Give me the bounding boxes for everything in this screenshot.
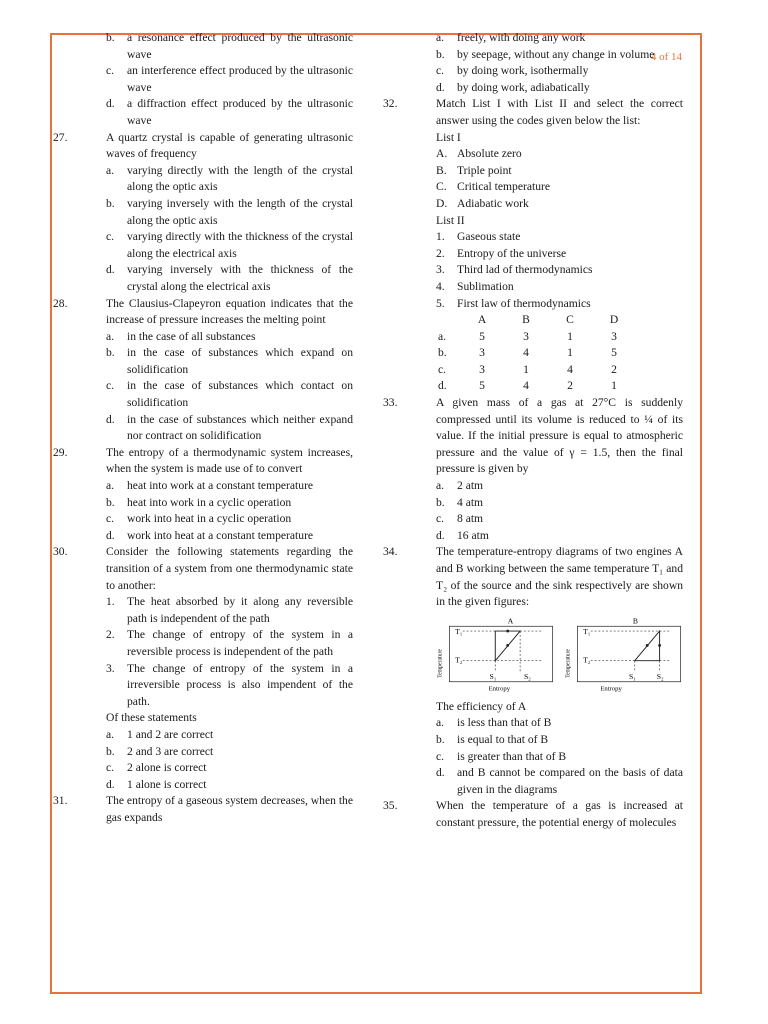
item-number: 4. (436, 279, 445, 293)
question-number: 30. (53, 545, 68, 559)
option (106, 412, 353, 445)
option-letter: b. (436, 495, 445, 509)
option-letter: b. (436, 47, 445, 61)
codes-cell: 3 (611, 329, 617, 343)
item-letter: A. (436, 147, 448, 161)
item-number: 5. (436, 296, 445, 310)
option (106, 229, 353, 262)
question-number: 33. (383, 396, 398, 410)
statement-number: 3. (106, 661, 115, 675)
s1-label: S₁ (628, 671, 636, 681)
question-stem: The entropy of a gaseous system decreases, when the gas expands (106, 794, 353, 824)
option (106, 760, 353, 777)
option (436, 749, 683, 766)
option-letter: a. (106, 163, 115, 177)
list-2-title: List II (436, 213, 465, 227)
statement-text: The heat absorbed by it along any reversible path is independent of the path (127, 595, 353, 625)
codes-header-cell: D (609, 313, 619, 327)
list-2-item (436, 279, 683, 296)
item-text: Sublimation (457, 279, 514, 293)
t1-label: T₁ (582, 626, 590, 636)
item-letter: D. (436, 196, 448, 210)
s2-label: S₂ (656, 671, 664, 681)
option-text: varying inversely with the length of the crystal along the optic axis (127, 196, 353, 227)
codes-row (438, 378, 636, 395)
option (106, 30, 353, 63)
option-letter: a. (106, 329, 115, 343)
item-text: Absolute zero (457, 147, 522, 161)
option-text: heat into work at a constant temperature (127, 479, 314, 493)
question-31-continued (383, 30, 683, 96)
statement-number: 1. (106, 595, 115, 609)
question-stem: A given mass of a gas at 27°C is suddenly compressed until its volume is reduced to ¼ of its value. If the initial pressure is equal to atmospheric pressure and the value of γ = 1.5, then the final pressure is given by (436, 396, 683, 476)
option-text: 2 and 3 are correct (127, 744, 214, 758)
option-text: work into heat at a constant temperature (127, 528, 314, 542)
option (106, 329, 353, 346)
codes-header-cell: A (477, 313, 487, 327)
option-letter: d. (106, 412, 115, 426)
t2-label: T₂ (582, 655, 590, 665)
codes-cell: 1 (567, 346, 573, 360)
option-letter: a. (106, 727, 115, 741)
option-text: and B cannot be compared on the basis of data given in the diagrams (457, 766, 683, 796)
question-32 (383, 96, 683, 395)
option (436, 511, 683, 528)
option-letter: d. (106, 97, 115, 111)
option-letter: d. (106, 263, 115, 277)
right-column (383, 30, 683, 832)
question-stem: The temperature-entropy diagrams of two engines A and B working between the same temperature T₁ and T₂ of the source and the sink respectively are shown in the given figures: (436, 545, 683, 609)
item-text: Triple point (457, 163, 512, 177)
option-letter: c. (106, 512, 115, 526)
option-text: 8 atm (457, 512, 484, 526)
option-text: in the case of substances which expand on solidification (127, 346, 353, 376)
list-1-item (436, 146, 683, 163)
codes-cell: 5 (611, 346, 617, 360)
codes-header-cell: B (522, 313, 530, 327)
codes-cell: 5 (479, 329, 485, 343)
question-lead: The efficiency of A (436, 699, 527, 713)
option-text: by seepage, without any change in volume (457, 47, 655, 61)
option (106, 744, 353, 761)
option-text: is greater than that of B (457, 749, 567, 763)
list-2-item (436, 229, 683, 246)
option-text: in the case of substances which neither expand nor contract on solidification (127, 412, 353, 443)
option (436, 715, 683, 732)
option (106, 96, 353, 129)
question-26-continued (53, 30, 353, 130)
option-text: in the case of all substances (127, 329, 256, 343)
list-2-item (436, 296, 683, 313)
codes-header-cell (438, 312, 460, 329)
question-34 (383, 544, 683, 798)
option (106, 528, 353, 545)
option-text: an interference effect produced by the ultrasonic wave (127, 64, 353, 94)
option-text: is less than that of B (457, 716, 552, 730)
option (106, 478, 353, 495)
codes-row (438, 362, 636, 379)
option (106, 495, 353, 512)
option-letter: a. (436, 716, 445, 730)
option (436, 80, 683, 97)
option-text: work into heat in a cyclic operation (127, 512, 292, 526)
option-text: by doing work, adiabatically (457, 80, 590, 94)
s1-label: S₁ (489, 671, 497, 681)
s2-label: S₂ (523, 671, 531, 681)
option-text: by doing work, isothermally (457, 64, 589, 78)
option (106, 63, 353, 96)
item-number: 2. (436, 246, 445, 260)
question-30 (53, 544, 353, 793)
codes-cell: 2 (611, 362, 617, 376)
question-27 (53, 130, 353, 296)
option-letter: a. (436, 479, 445, 493)
option-text: 2 alone is correct (127, 761, 207, 775)
option-text: 1 alone is correct (127, 777, 207, 791)
statement (106, 661, 353, 711)
question-stem: When the temperature of a gas is increased at constant pressure, the potential energy of molecules (436, 799, 683, 829)
codes-cell: b. (438, 346, 447, 360)
option-letter: c. (106, 64, 115, 78)
codes-row (438, 345, 636, 362)
codes-cell: 5 (479, 379, 485, 393)
option-letter: d. (106, 777, 115, 791)
list-1-title: List I (436, 130, 461, 144)
cycle-point (506, 644, 509, 647)
question-stem: The entropy of a thermodynamic system increases, when the system is made use of to convert (106, 445, 353, 476)
item-text: Third lad of thermodynamics (457, 263, 593, 277)
y-axis-label: Temperature (565, 648, 572, 678)
option-text: varying inversely with the thickness of the crystal along the electrical axis (127, 263, 353, 293)
question-number: 34. (383, 545, 398, 559)
option-letter: b. (436, 732, 445, 746)
option (106, 727, 353, 744)
item-text: First law of thermodynamics (457, 296, 591, 310)
option (106, 511, 353, 528)
question-29 (53, 445, 353, 545)
question-stem: Consider the following statements regarding the transition of a system from one thermodynamic state to another: (106, 545, 353, 592)
option (106, 345, 353, 378)
option (106, 262, 353, 295)
diagram-title: B (632, 616, 638, 626)
option-text: a diffraction effect produced by the ultrasonic wave (127, 97, 353, 127)
ts-diagram-a (436, 613, 556, 695)
option-letter: d. (106, 528, 115, 542)
option (436, 528, 683, 545)
t1-label: T₁ (455, 626, 463, 636)
option (106, 378, 353, 411)
codes-cell: 1 (567, 329, 573, 343)
option (436, 765, 683, 798)
codes-header-cell: C (566, 313, 574, 327)
codes-cell: 3 (479, 346, 485, 360)
question-number: 35. (383, 799, 398, 813)
option (436, 732, 683, 749)
statement-number: 2. (106, 628, 115, 642)
option-letter: c. (106, 379, 115, 393)
codes-cell: 3 (479, 362, 485, 376)
option-letter: c. (106, 230, 115, 244)
statement-text: The change of entropy of the system in a irreversible process is also impendent of the path. (127, 661, 353, 708)
item-text: Critical temperature (457, 180, 551, 194)
option (436, 478, 683, 495)
option-letter: d. (436, 766, 445, 780)
codes-cell: 4 (523, 346, 529, 360)
option (106, 196, 353, 229)
option-text: varying directly with the length of the crystal along the optic axis (127, 163, 353, 194)
question-stem: Match List I with List II and select the correct answer using the codes given below the list: (436, 97, 683, 127)
option-text: varying directly with the thickness of the crystal along the electrical axis (127, 230, 353, 260)
question-number: 27. (53, 130, 68, 144)
codes-cell: 1 (611, 379, 617, 393)
option-letter: d. (436, 528, 445, 542)
option-letter: b. (106, 196, 115, 210)
ts-diagrams (436, 613, 683, 695)
t2-label: T₂ (455, 655, 463, 665)
option-text: a resonance effect produced by the ultrasonic wave (127, 31, 353, 61)
option-text: is equal to that of B (457, 732, 549, 746)
diagram-title: A (507, 616, 514, 626)
question-number: 29. (53, 445, 68, 459)
option-text: 1 and 2 are correct (127, 727, 214, 741)
option-text: 4 atm (457, 495, 484, 509)
cycle-point (506, 629, 509, 632)
option-letter: b. (106, 31, 115, 44)
list-1-item (436, 163, 683, 180)
option (106, 163, 353, 196)
option-letter: c. (436, 512, 445, 526)
codes-cell: 2 (567, 379, 573, 393)
x-axis-label: Entropy (599, 685, 622, 693)
cycle-point (645, 644, 648, 647)
y-axis-label: Temperature (437, 648, 444, 678)
cycle-point (658, 644, 661, 647)
left-column (53, 30, 353, 827)
question-35 (383, 798, 683, 831)
codes-cell: a. (438, 329, 447, 343)
option (436, 495, 683, 512)
item-text: Adiabatic work (457, 196, 529, 210)
codes-cell: 3 (523, 329, 529, 343)
option (106, 777, 353, 794)
option-letter: c. (436, 749, 445, 763)
question-28 (53, 296, 353, 445)
option-letter: b. (106, 495, 115, 509)
page-number: 4 of 14 (650, 51, 682, 63)
list-1-item (436, 179, 683, 196)
option-text: heat into work in a cyclic operation (127, 495, 292, 509)
codes-cell: c. (438, 362, 447, 376)
option-letter: d. (436, 80, 445, 94)
option (436, 30, 683, 47)
option-letter: c. (436, 64, 445, 78)
option-letter: a. (106, 479, 115, 493)
codes-row (438, 329, 636, 346)
item-number: 1. (436, 230, 445, 244)
option-text: freely, with doing any work (457, 31, 586, 44)
question-31 (53, 793, 353, 826)
option-text: 16 atm (457, 528, 489, 542)
list-2-item (436, 262, 683, 279)
question-number: 31. (53, 794, 68, 808)
item-letter: C. (436, 180, 447, 194)
option (436, 47, 683, 64)
option-text: in the case of substances which contact on solidification (127, 379, 353, 410)
option-letter: b. (106, 744, 115, 758)
question-33 (383, 395, 683, 544)
item-text: Entropy of the universe (457, 246, 567, 260)
codes-cell: d. (438, 379, 447, 393)
codes-cell: 1 (523, 362, 529, 376)
question-stem: A quartz crystal is capable of generating ultrasonic waves of frequency (106, 130, 353, 161)
question-number: 32. (383, 97, 398, 111)
statement (106, 594, 353, 627)
item-letter: B. (436, 163, 447, 177)
codes-cell: 4 (567, 362, 573, 376)
codes-header-row (438, 312, 636, 329)
list-1-item (436, 196, 683, 213)
item-text: Gaseous state (457, 230, 521, 244)
list-2-item (436, 246, 683, 263)
option (436, 63, 683, 80)
question-lead: Of these statements (106, 711, 197, 725)
statement-text: The change of entropy of the system in a reversible process is independent of the path (127, 628, 353, 658)
codes-table (438, 312, 636, 395)
statement (106, 627, 353, 660)
question-number: 28. (53, 296, 68, 310)
option-letter: b. (106, 346, 115, 360)
ts-diagram-b (564, 613, 684, 695)
item-number: 3. (436, 263, 445, 277)
option-text: 2 atm (457, 479, 484, 493)
question-stem: The Clausius-Clapeyron equation indicates that the increase of pressure increases the melting point (106, 296, 353, 327)
option-letter: c. (106, 761, 115, 775)
x-axis-label: Entropy (488, 685, 511, 693)
codes-cell: 4 (523, 379, 529, 393)
option-letter: a. (436, 31, 445, 44)
